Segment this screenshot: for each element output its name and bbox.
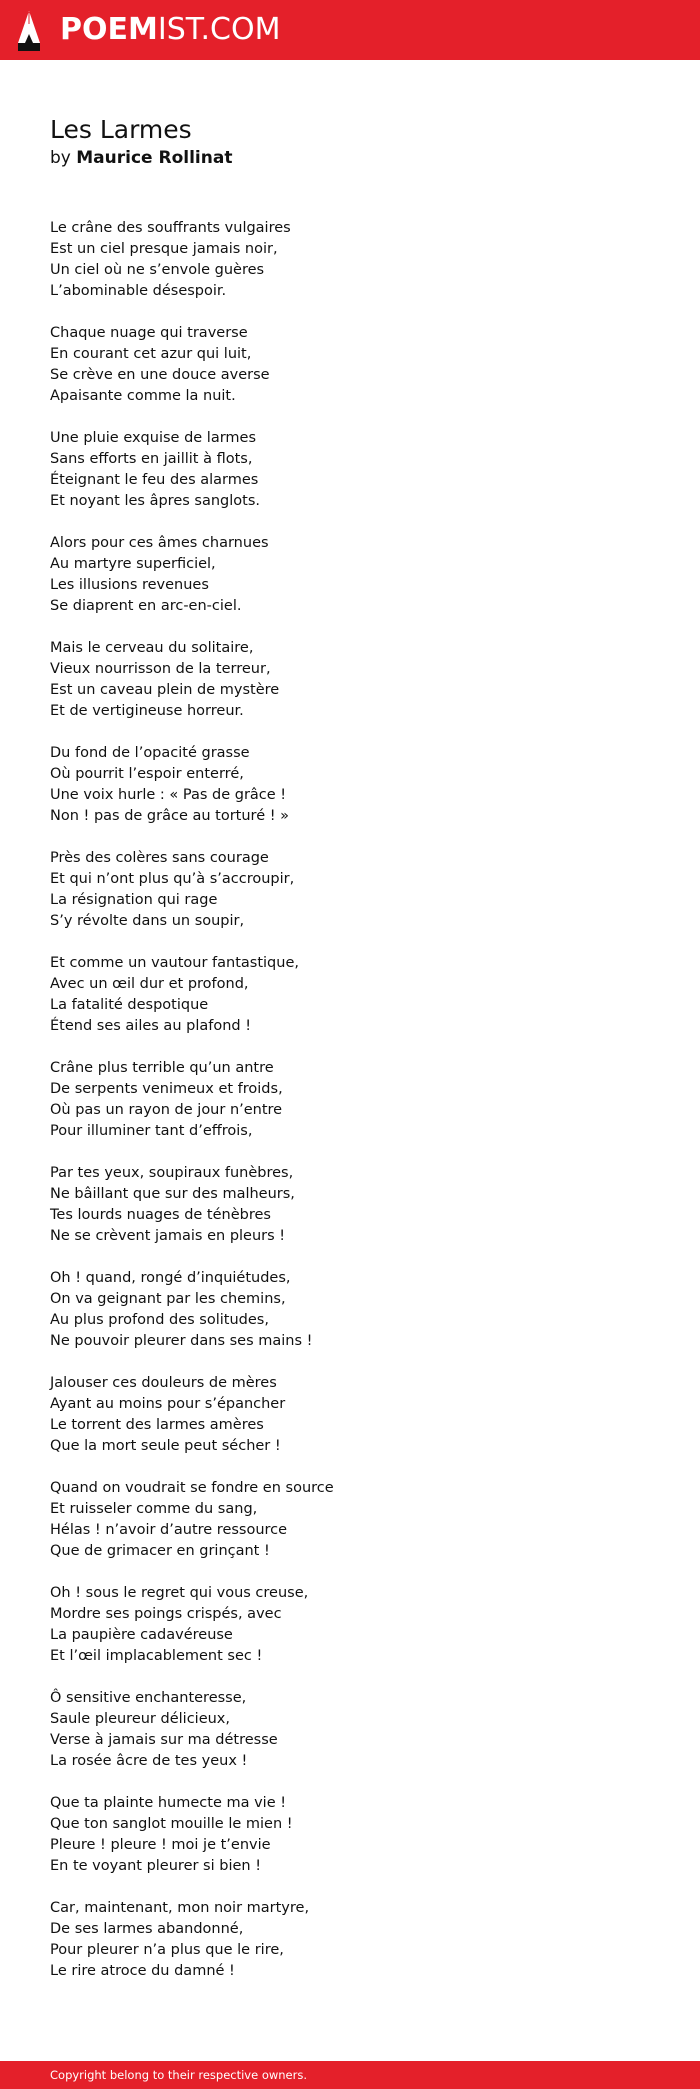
poem-line: Car, maintenant, mon noir martyre, <box>50 1900 310 1916</box>
poem-line: Une pluie exquise de larmes <box>50 430 257 446</box>
poem-line: Et noyant les âpres sanglots. <box>50 493 260 509</box>
poem-line: Sans efforts en jaillit à flots, <box>50 451 253 467</box>
poem-line: Apaisante comme la nuit. <box>50 388 236 404</box>
stanza <box>50 1058 670 1142</box>
poem-line: Mordre ses poings crispés, avec <box>50 1606 282 1622</box>
poem-line: Où pourrit l’espoir enterré, <box>50 766 244 782</box>
poem-line: Que de grimacer en grinçant ! <box>50 1543 270 1559</box>
byline <box>50 147 232 169</box>
poem-line: On va geignant par les chemins, <box>50 1291 286 1307</box>
poem-title: Les Larmes <box>50 115 192 144</box>
poem-line: Que la mort seule peut sécher ! <box>50 1438 281 1454</box>
poem-line: Oh ! sous le regret qui vous creuse, <box>50 1585 309 1601</box>
poem-line: La résignation qui rage <box>50 892 218 908</box>
stanza <box>50 638 670 722</box>
poem-line: Et ruisseler comme du sang, <box>50 1501 258 1517</box>
poem-line: Ne se crèvent jamais en pleurs ! <box>50 1228 286 1244</box>
poem-line: Hélas ! n’avoir d’autre ressource <box>50 1522 288 1538</box>
poem-line: S’y révolte dans un soupir, <box>50 913 245 929</box>
by-label: by <box>50 148 71 168</box>
poem-line: Étend ses ailes au plafond ! <box>50 1018 252 1034</box>
poem-line: Pleure ! pleure ! moi je t’envie <box>50 1837 271 1853</box>
poem-line: Et de vertigineuse horreur. <box>50 703 244 719</box>
poem-line: Que ta plainte humecte ma vie ! <box>50 1795 287 1811</box>
poem-line: Le crâne des souffrants vulgaires <box>50 220 291 236</box>
poem-line: Chaque nuage qui traverse <box>50 325 248 341</box>
poem-body <box>50 218 670 2003</box>
site-header <box>0 0 700 60</box>
poem-line: De serpents venimeux et froids, <box>50 1081 283 1097</box>
poem-line: Ayant au moins pour s’épancher <box>50 1396 286 1412</box>
poem-line: Le torrent des larmes amères <box>50 1417 264 1433</box>
logo-text-bold: POEM <box>60 12 158 47</box>
stanza <box>50 743 670 827</box>
poem-line: Avec un œil dur et profond, <box>50 976 249 992</box>
poem-line: De ses larmes abandonné, <box>50 1921 244 1937</box>
stanza <box>50 1373 670 1457</box>
poem-line: Par tes yeux, soupiraux funèbres, <box>50 1165 294 1181</box>
poem-line: Une voix hurle : « Pas de grâce ! <box>50 787 287 803</box>
stanza <box>50 1583 670 1667</box>
poem-line: Éteignant le feu des alarmes <box>50 472 259 488</box>
poem-line: Non ! pas de grâce au torturé ! » <box>50 808 290 824</box>
stanza <box>50 848 670 932</box>
poem-line: Verse à jamais sur ma détresse <box>50 1732 278 1748</box>
poem-line: Est un ciel presque jamais noir, <box>50 241 278 257</box>
poem-line: Ne pouvoir pleurer dans ses mains ! <box>50 1333 313 1349</box>
poem-line: Pour illuminer tant d’effrois, <box>50 1123 253 1139</box>
poem-line: Que ton sanglot mouille le mien ! <box>50 1816 293 1832</box>
poem-line: Où pas un rayon de jour n’entre <box>50 1102 283 1118</box>
poem-line: Du fond de l’opacité grasse <box>50 745 250 761</box>
stanza <box>50 1688 670 1772</box>
stanza <box>50 428 670 512</box>
poem-line: Pour pleurer n’a plus que le rire, <box>50 1942 284 1958</box>
poem-line: En courant cet azur qui luit, <box>50 346 252 362</box>
poem-line: Jalouser ces douleurs de mères <box>50 1375 277 1391</box>
stanza <box>50 533 670 617</box>
poem-line: Ô sensitive enchanteresse, <box>50 1690 247 1706</box>
poem-line: Se crève en une douce averse <box>50 367 270 383</box>
poem-line: Crâne plus terrible qu’un antre <box>50 1060 274 1076</box>
poem-line: Ne bâillant que sur des malheurs, <box>50 1186 295 1202</box>
poem-line: Près des colères sans courage <box>50 850 269 866</box>
poem-line: Vieux nourrisson de la terreur, <box>50 661 271 677</box>
stanza <box>50 1793 670 1877</box>
poem-line: La fatalité despotique <box>50 997 209 1013</box>
poem-line: Tes lourds nuages de ténèbres <box>50 1207 271 1223</box>
poem-line: L’abominable désespoir. <box>50 283 227 299</box>
stanza <box>50 953 670 1037</box>
poem-line: Et comme un vautour fantastique, <box>50 955 299 971</box>
poem-line: Quand on voudrait se fondre en source <box>50 1480 334 1496</box>
site-logo-link[interactable] <box>60 11 280 49</box>
stanza <box>50 1478 670 1562</box>
stanza <box>50 1268 670 1352</box>
poem-line: Et l’œil implacablement sec ! <box>50 1648 263 1664</box>
logo-text-light: IST.COM <box>157 12 281 47</box>
poem-line: Le rire atroce du damné ! <box>50 1963 235 1979</box>
poem-line: Alors pour ces âmes charnues <box>50 535 269 551</box>
stanza <box>50 323 670 407</box>
site-footer <box>0 2061 700 2089</box>
poem-line: Un ciel où ne s’envole guères <box>50 262 265 278</box>
poem-line: En te voyant pleurer si bien ! <box>50 1858 262 1874</box>
poem-line: Mais le cerveau du solitaire, <box>50 640 254 656</box>
poem-line: Saule pleureur délicieux, <box>50 1711 230 1727</box>
copyright-text: Copyright belong to their respective owners. <box>50 2068 308 2082</box>
poem-line: Et qui n’ont plus qu’à s’accroupir, <box>50 871 295 887</box>
poem-line: La paupière cadavéreuse <box>50 1627 233 1643</box>
poem-line: Les illusions revenues <box>50 577 209 593</box>
pen-nib-icon <box>16 10 42 52</box>
stanza <box>50 218 670 302</box>
poem-line: Se diaprent en arc-en-ciel. <box>50 598 242 614</box>
poem-line: Au plus profond des solitudes, <box>50 1312 269 1328</box>
author-name: Maurice Rollinat <box>76 148 233 168</box>
stanza <box>50 1163 670 1247</box>
poem-line: Au martyre superficiel, <box>50 556 216 572</box>
poem-line: Oh ! quand, rongé d’inquiétudes, <box>50 1270 291 1286</box>
poem-line: Est un caveau plein de mystère <box>50 682 280 698</box>
poem-line: La rosée âcre de tes yeux ! <box>50 1753 248 1769</box>
stanza <box>50 1898 670 1982</box>
